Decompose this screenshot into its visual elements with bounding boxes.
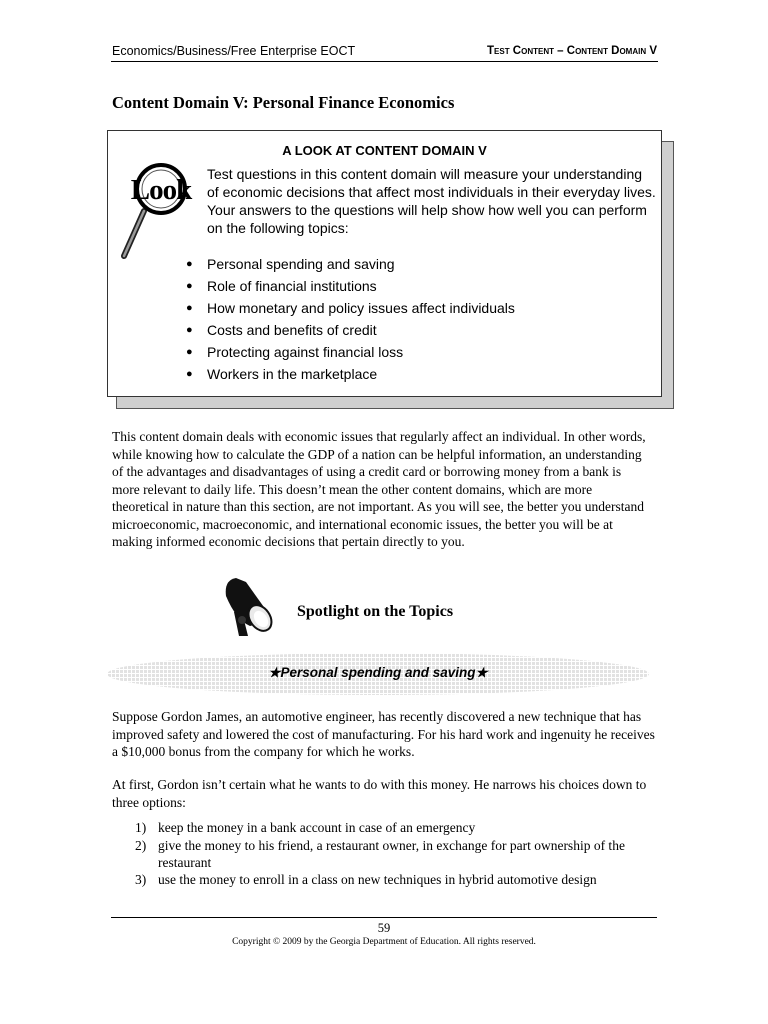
topic-label: Costs and benefits of credit: [207, 322, 377, 338]
list-item: [186, 341, 515, 363]
topic-label: Role of financial institutions: [207, 278, 377, 294]
list-item: [186, 275, 515, 297]
footer-rule: [111, 917, 657, 918]
option-text: use the money to enroll in a class on new techniques in hybrid automotive design: [158, 872, 597, 887]
story-paragraph: At first, Gordon isn’t certain what he wants to do with this money. He narrows his choices down to three options:: [112, 777, 647, 810]
option-text: keep the money in a bank account in case of an emergency: [158, 820, 476, 835]
topic-banner-title: ★Personal spending and saving★: [268, 665, 488, 680]
look-box-intro: Test questions in this content domain will measure your understanding of economic decisions that affect most individuals in their everyday lives. Your answers to the questions will help show how well you can perform on the following topics:: [207, 166, 656, 236]
copyright: Copyright © 2009 by the Georgia Department of Education. All rights reserved.: [232, 937, 536, 947]
list-item: [186, 363, 515, 385]
topic-label: Protecting against financial loss: [207, 344, 404, 360]
list-item: [186, 253, 515, 275]
list-item: [186, 297, 515, 319]
story-paragraph: Suppose Gordon James, an automotive engineer, has recently discovered a new technique that has improved safety and lowered the cost of manufacturing. For his hard work and ingenuity he receives a $10,000 bonus from the company for which he works.: [112, 709, 655, 759]
look-box-title: A LOOK AT CONTENT DOMAIN V: [282, 143, 487, 158]
bullet-icon: ●: [186, 302, 193, 314]
list-item: [135, 871, 655, 888]
option-number: 3): [135, 872, 147, 887]
magnifying-glass-icon: [116, 161, 208, 261]
list-item: [135, 837, 655, 871]
page-number: 59: [377, 921, 391, 935]
bullet-icon: ●: [186, 258, 193, 270]
list-item: [135, 819, 655, 836]
header-left: Economics/Business/Free Enterprise EOCT: [112, 44, 356, 58]
bullet-icon: ●: [186, 280, 193, 292]
option-number: 1): [135, 820, 147, 835]
topic-banner: [107, 653, 649, 695]
list-item: [186, 319, 515, 341]
header-rule: [111, 61, 658, 62]
bullet-icon: ●: [186, 368, 193, 380]
option-number: 2): [135, 837, 147, 853]
spotlight-title: Spotlight on the Topics: [297, 603, 454, 620]
bullet-icon: ●: [186, 324, 193, 336]
bullet-icon: ●: [186, 346, 193, 358]
option-text: give the money to his friend, a restaurant owner, in exchange for part ownership of the restaurant: [158, 837, 625, 870]
topic-label: How monetary and policy issues affect individuals: [207, 300, 515, 316]
options-list: [135, 819, 655, 889]
magnifier-label: Look: [130, 174, 192, 206]
topic-label: Personal spending and saving: [207, 256, 395, 272]
intro-paragraph: This content domain deals with economic issues that regularly affect an individual. In other words, while knowing how to calculate the GDP of a nation can be helpful information, an understanding of the advantages and disadvantages of using a credit card or borrowing money from a bank is more relevant to daily life. This doesn’t mean the other content domains, which are more theoretical in nature than this section, are not important. As you will see, the better you understand microeconomic, macroeconomic, and international economic issues, the better you will be at making informed economic decisions that pertain directly to you.: [112, 429, 646, 549]
topic-list: [186, 253, 515, 385]
topic-label: Workers in the marketplace: [207, 366, 378, 382]
header-right: Test Content – Content Domain V: [487, 45, 657, 57]
look-box: [107, 130, 662, 397]
page-title: Content Domain V: Personal Finance Economics: [112, 93, 455, 112]
spotlight-icon: [222, 576, 288, 638]
